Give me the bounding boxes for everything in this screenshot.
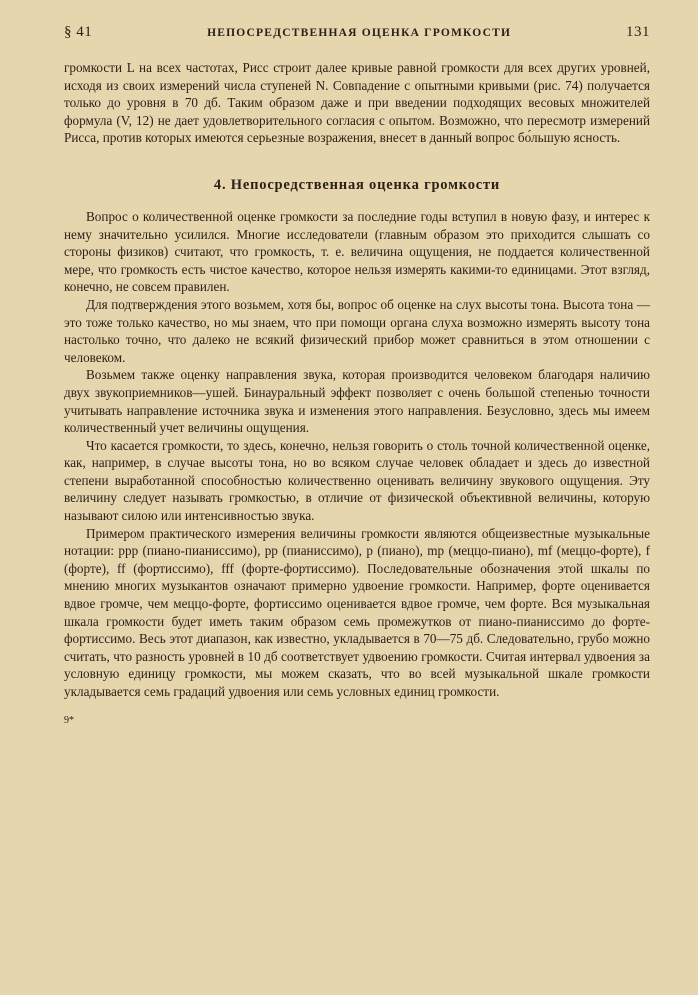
running-head — [64, 24, 650, 41]
running-title: НЕПОСРЕДСТВЕННАЯ ОЦЕНКА ГРОМКОСТИ — [207, 27, 512, 39]
paragraph: Примером практического измерения величины громкости являются общеизвестные музыкальные нотации: ppp (пиано-пианиссимо), pp (пианиссимо), p (пиано), mp (меццо-пиано), mf (меццо-форте), f (форте), ff (фортиссимо), fff (форте-фортиссимо). Последовательные обозначения этой шкалы по мнению многих музыкантов означают примерно удвоение громкости. Например, форте оценивается вдвое громче, чем меццо-форте, фортиссимо оценивается вдвое громче, чем форте. Вся музыкальная шкала громкости будет иметь таким образом семь промежутков от пиано-пианиссимо до форте-фортиссимо. Весь этот диапазон, как известно, укладывается в 70—75 дб. Следовательно, грубо можно считать, что разность уровней в 10 дб соответствует удвоению громкости. Считая интервал удвоения за условную единицу громкости, мы можем сказать, что во всей музыкальной шкале громкости укладывается семь градаций удвоения или семь условных единиц громкости. — [64, 525, 650, 699]
section-number: § 41 — [64, 24, 93, 40]
paragraph: Возьмем также оценку направления звука, которая производится человеком благодаря наличию двух звукоприемников—ушей. Бинауральный эффект позволяет с очень большой степенью точности учитывать направление источника звука и изменения этого направления. Безусловно, здесь мы имеем количественный учет величины ощущения. — [64, 367, 650, 436]
section-heading: 4. Непосредственная оценка громкости — [213, 176, 501, 193]
paragraph: Вопрос о количественной оценке громкости за последние годы вступил в новую фазу, и интерес к нему значительно усилился. Многие исследователи (главным образом это приходится слышать со стороны физиков) считают, что громкость, т. е. величина ощущения, не поддается количественной мере, что громкость есть чистое качество, которое нельзя измерять какими-то единицами. Этот взгляд, конечно, не совсем правилен. — [64, 208, 650, 295]
paragraph-continued: громкости L на всех частотах, Рисс строит далее кривые равной громкости для всех других уровней, исходя из своих измерений числа ступеней N. Совпадение с опытными кривыми (рис. 74) получается только до уровня в 70 дб. Таким образом даже и при введении подходящих весовых множителей формула (V, 12) не дает удовлетворительного согласия с опытом. Возможно, что пересмотр измерений Рисса, против которых имеются серьезные возражения, внесет в данный вопрос бо́льшую ясность. — [64, 60, 650, 146]
paragraph: Что касается громкости, то здесь, конечно, нельзя говорить о столь точной количественной оценке, как, например, в случае высоты тона, но во всяком случае человек обладает и здесь до известной степени выработанной способностью количественно оценивать величину звукового ощущения. Эту величину следует называть громкостью, в отличие от физической объективной величины, которую называют силою или интенсивностью звука. — [64, 437, 650, 524]
page-number: 131 — [625, 24, 650, 40]
printer-signature: 9* — [64, 714, 74, 726]
paragraph: Для подтверждения этого возьмем, хотя бы, вопрос об оценке на слух высоты тона. Высота тона — это тоже только качество, но мы знаем, что при помощи органа слуха возможно измерять высоту тона настолько точно, что далеко не всякий физический прибор может сравниться в этом отношении с человеком. — [64, 296, 650, 365]
